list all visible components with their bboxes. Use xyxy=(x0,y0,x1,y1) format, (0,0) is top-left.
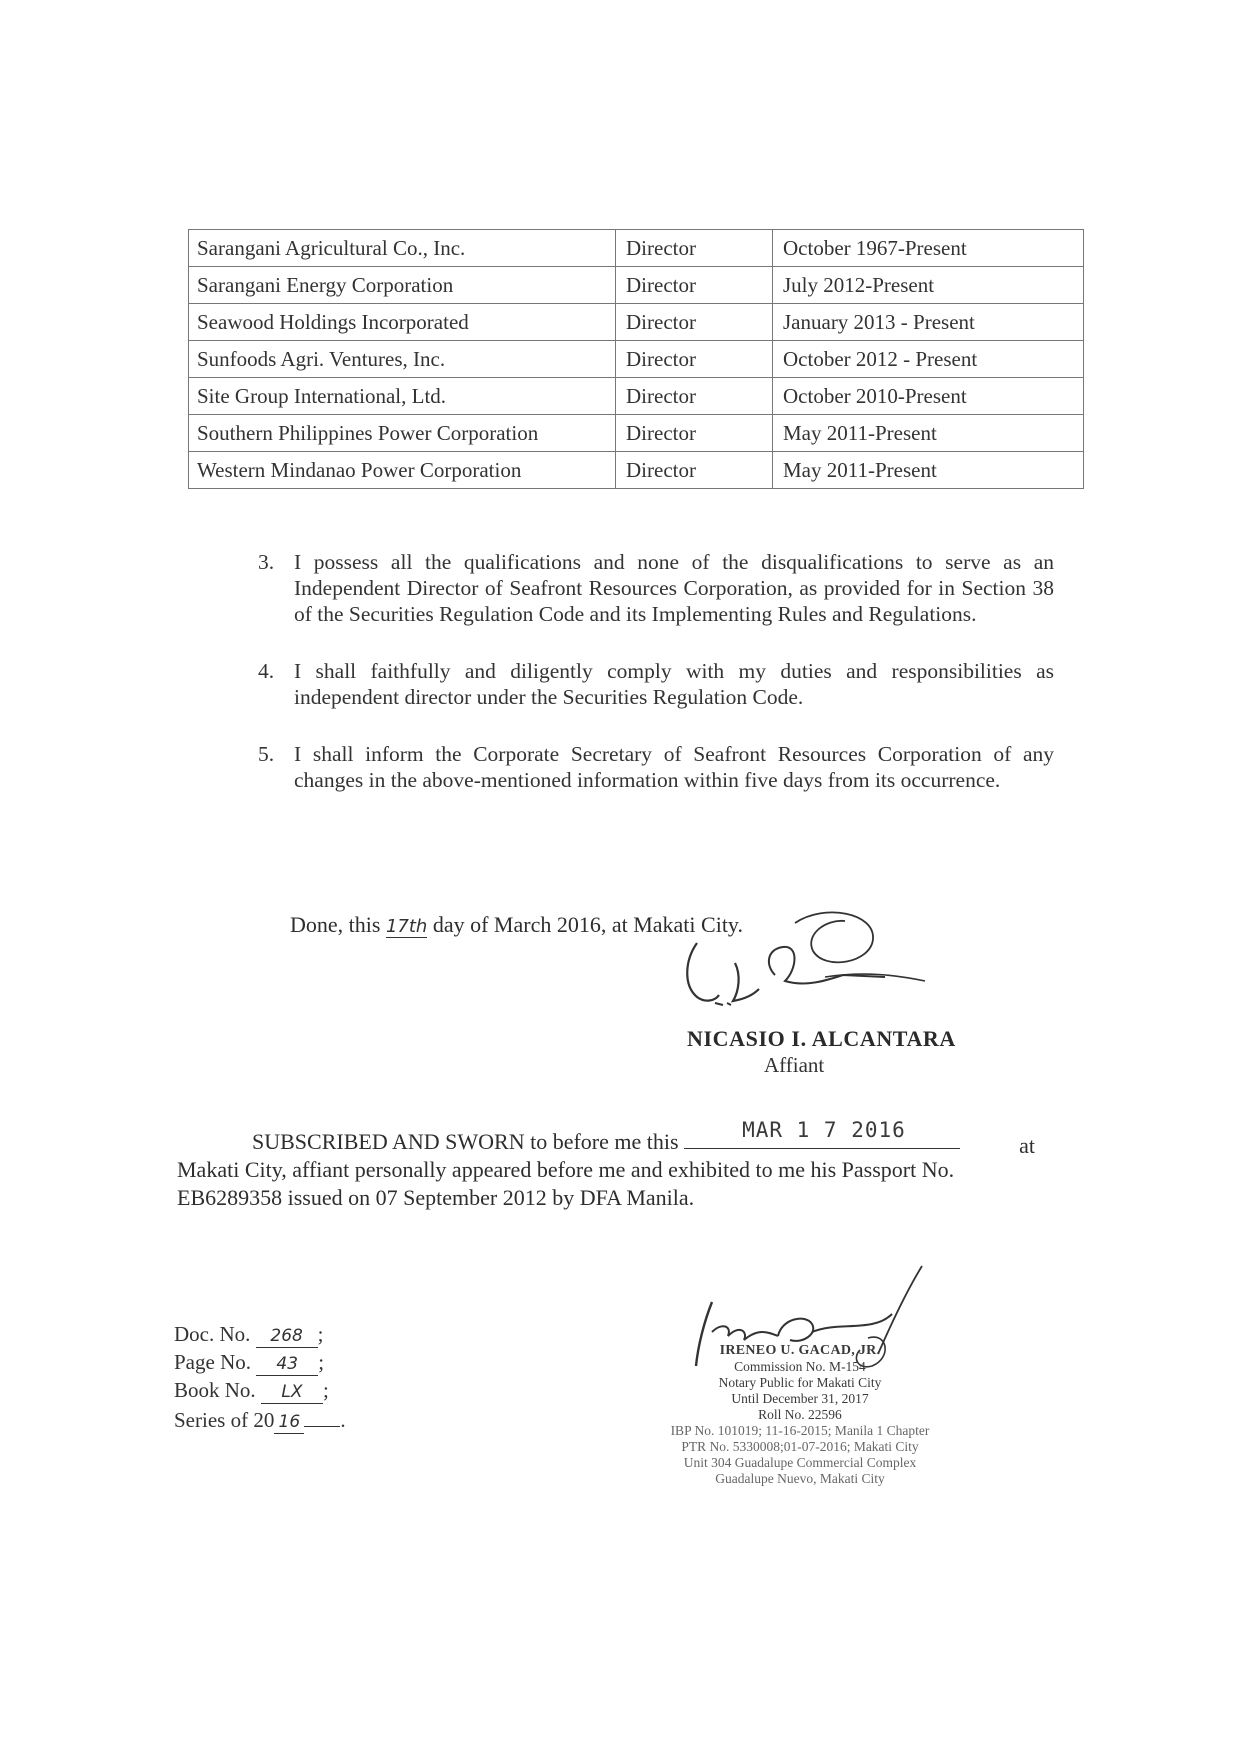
notary-name: IRENEO U. GACAD, JR. xyxy=(719,1343,881,1358)
book-no-label: Book No. xyxy=(174,1378,256,1402)
book-no-line xyxy=(174,1376,346,1404)
company-cell: Site Group International, Ltd. xyxy=(189,378,616,415)
statement-item xyxy=(258,549,1054,627)
position-cell: Director xyxy=(616,341,773,378)
notary-title: Notary Public for Makati City xyxy=(718,1375,882,1390)
table-row xyxy=(189,341,1084,378)
separator: ; xyxy=(317,1322,324,1346)
company-cell: Southern Philippines Power Corporation xyxy=(189,415,616,452)
statement-text: I shall faithfully and diligently comply with my duties and responsibilities as independent director under the Securities Regulation Code. xyxy=(294,659,1054,709)
book-no-value: LX xyxy=(261,1381,323,1404)
numbered-statements xyxy=(258,549,1054,821)
statement-text: I shall inform the Corporate Secretary of Seafront Resources Corporation of any changes in the above-mentioned information within five days from its occurrence. xyxy=(294,742,1054,792)
statement-text: I possess all the qualifications and none of the disqualifications to serve as an Independent Director of Seafront Resources Corporation, as provided for in Section 38 of the Securities Regulation Code and its Implementing Rules and Regulations. xyxy=(294,550,1054,626)
period-cell: May 2011-Present xyxy=(773,415,1084,452)
notary-ibp: IBP No. 101019; 11-16-2015; Manila 1 Chapter xyxy=(670,1423,930,1438)
company-cell: Western Mindanao Power Corporation xyxy=(189,452,616,489)
directorships-table xyxy=(188,229,1084,489)
jurat-date-blank xyxy=(684,1118,960,1149)
page-no-label: Page No. xyxy=(174,1350,251,1374)
date-stamp: MAR 1 7 2016 xyxy=(742,1118,906,1142)
statement-number: 4. xyxy=(258,659,275,683)
position-cell: Director xyxy=(616,304,773,341)
doc-no-value: 268 xyxy=(256,1325,318,1348)
company-cell: Sunfoods Agri. Ventures, Inc. xyxy=(189,341,616,378)
position-cell: Director xyxy=(616,415,773,452)
period-cell: July 2012-Present xyxy=(773,267,1084,304)
page-no-value: 43 xyxy=(256,1353,318,1376)
position-cell: Director xyxy=(616,267,773,304)
separator: . xyxy=(340,1408,346,1432)
separator: ; xyxy=(318,1350,325,1374)
period-cell: October 2010-Present xyxy=(773,378,1084,415)
series-label: Series of 20 xyxy=(174,1408,275,1432)
jurat-text: SUBSCRIBED AND SWORN to before me this xyxy=(252,1129,679,1154)
execution-prefix: Done, this xyxy=(290,912,381,937)
table-row xyxy=(189,415,1084,452)
execution-suffix: day of March 2016, at Makati City. xyxy=(432,912,743,937)
jurat-body: Makati City, affiant personally appeared before me and exhibited to me his Passport No. EB6289358 issued on 07 September 2012 by DFA Manila. xyxy=(177,1157,955,1210)
table-row xyxy=(189,452,1084,489)
jurat-at: at xyxy=(1019,1133,1035,1158)
doc-no-label: Doc. No. xyxy=(174,1322,251,1346)
company-cell: Seawood Holdings Incorporated xyxy=(189,304,616,341)
affiant-name: NICASIO I. ALCANTARA xyxy=(687,1026,956,1051)
affiant-role: Affiant xyxy=(764,1053,825,1077)
directorships-table-body xyxy=(189,230,1084,489)
jurat-first-line xyxy=(177,1118,1035,1158)
page-no-line xyxy=(174,1348,346,1376)
period-cell: January 2013 - Present xyxy=(773,304,1084,341)
notary-address-1: Unit 304 Guadalupe Commercial Complex xyxy=(683,1455,917,1470)
notary-commission: Commission No. M-154 xyxy=(734,1359,866,1374)
table-row xyxy=(189,230,1084,267)
statement-item xyxy=(258,741,1054,793)
statement-number: 5. xyxy=(258,742,275,766)
statement-item xyxy=(258,658,1054,710)
period-cell: October 2012 - Present xyxy=(773,341,1084,378)
position-cell: Director xyxy=(616,378,773,415)
notary-block xyxy=(620,1343,980,1487)
statement-number: 3. xyxy=(258,550,275,574)
notary-ptr: PTR No. 5330008;01-07-2016; Makati City xyxy=(681,1439,919,1454)
notary-roll: Roll No. 22596 xyxy=(758,1407,842,1422)
notary-address-2: Guadalupe Nuevo, Makati City xyxy=(715,1471,885,1486)
period-cell: October 1967-Present xyxy=(773,230,1084,267)
table-row xyxy=(189,378,1084,415)
doc-no-line xyxy=(174,1320,346,1348)
table-row xyxy=(189,267,1084,304)
company-cell: Sarangani Energy Corporation xyxy=(189,267,616,304)
series-value: 16 xyxy=(274,1411,304,1434)
position-cell: Director xyxy=(616,230,773,267)
jurat-block xyxy=(177,1118,1035,1212)
series-line xyxy=(174,1404,346,1434)
table-row xyxy=(189,304,1084,341)
position-cell: Director xyxy=(616,452,773,489)
notary-until: Until December 31, 2017 xyxy=(731,1391,869,1406)
period-cell: May 2011-Present xyxy=(773,452,1084,489)
company-cell: Sarangani Agricultural Co., Inc. xyxy=(189,230,616,267)
affiant-signature xyxy=(675,905,945,1015)
separator: ; xyxy=(322,1378,329,1402)
notarial-register xyxy=(174,1320,346,1434)
execution-day: 17th xyxy=(385,916,428,937)
series-blank xyxy=(304,1404,340,1427)
